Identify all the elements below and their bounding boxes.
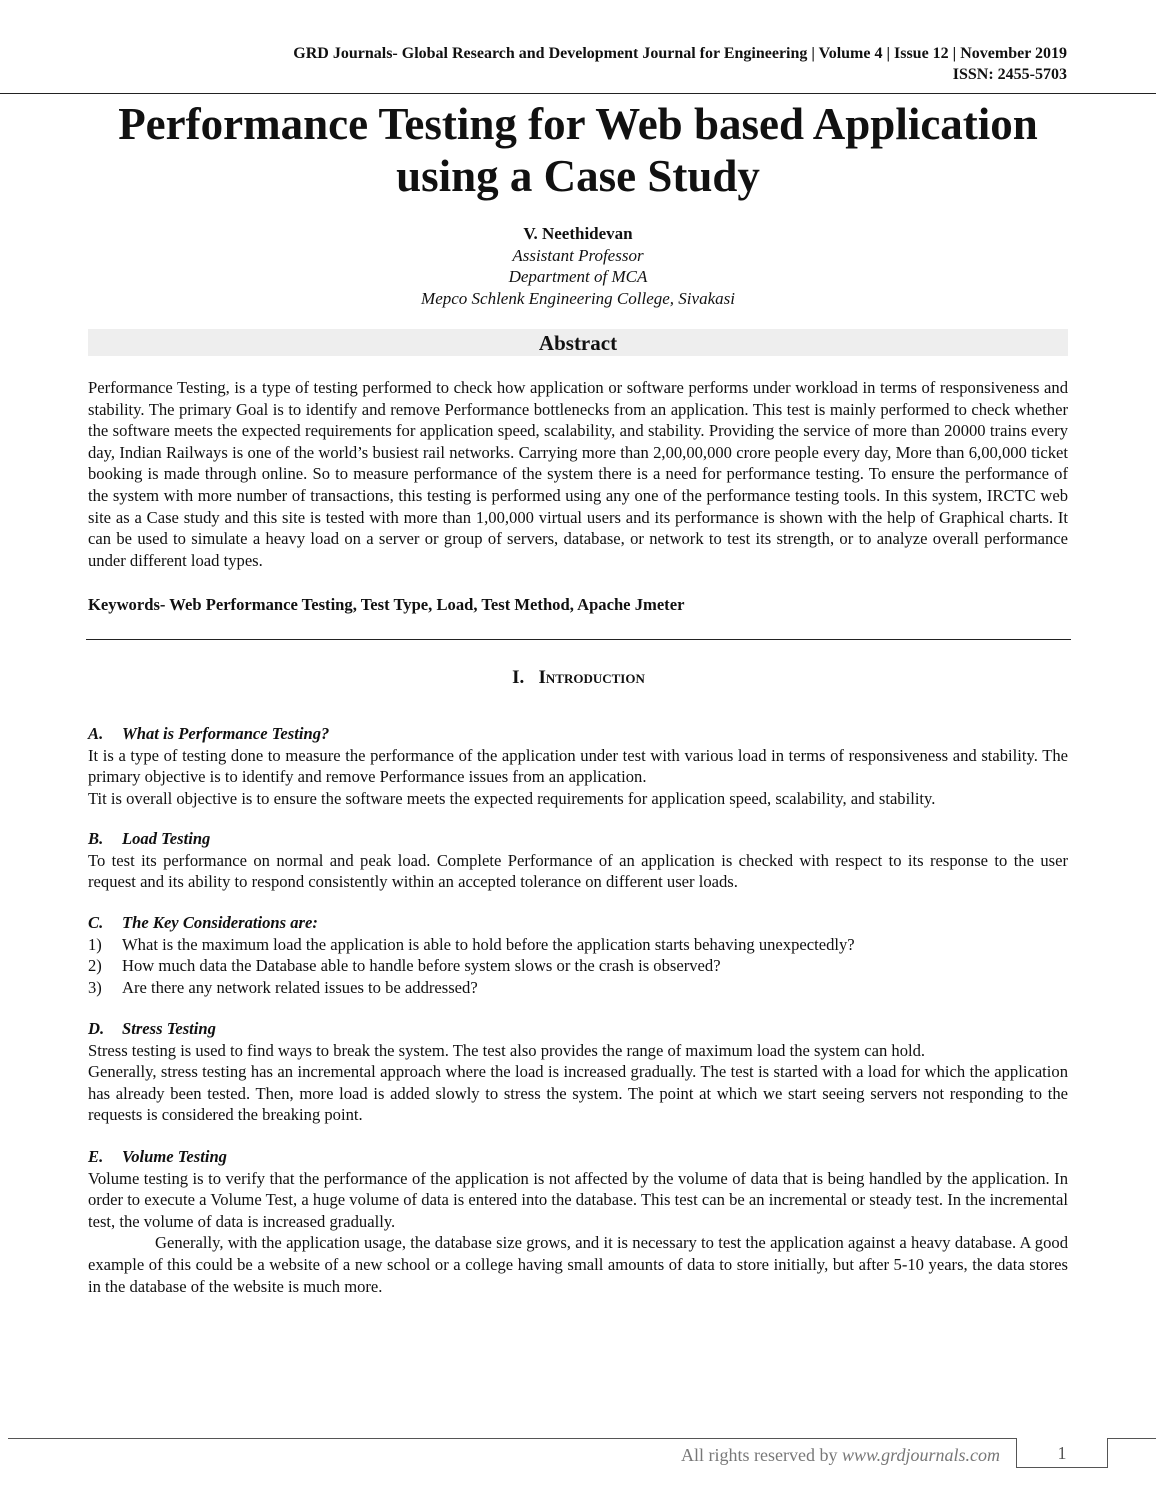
subsection-title	[88, 828, 1068, 850]
abstract-text: Performance Testing, is a type of testing performed to check how application or software performs under workload in terms of responsiveness and stability. The primary Goal is to identify and remove Performance bottlenecks from an application. This test is mainly performed to check whether the software meets the expected requirements for application speed, scalability, and stability. Providing the service of more than 20000 trains every day, Indian Railways is one of the world’s busiest rail networks. Carrying more than 2,00,00,000 crore people every day, More than 6,00,000 ticket booking is made through online. So to measure performance of the system there is a need for performance testing. To ensure the performance of the system with more number of transactions, this testing is performed using any one of the performance testing tools. In this system, IRCTC web site as a Case study and this site is tested with more than 1,00,000 virtual users and its performance is shown with the help of Graphical charts. It can be used to simulate a heavy load on a server or group of servers, database, or network to test its strength, or to analyze overall performance under different load types.	[88, 378, 1068, 570]
paragraph: Generally, stress testing has an incremental approach where the load is increased gradually. The test is started with a load for which the application has already been tested. Then, more load is added slowly to stress the system. The point at which we start seeing servers not responding to the requests is considered the breaking point.	[88, 1062, 1068, 1125]
subsection-b	[88, 828, 1068, 893]
author-institution: Mepco Schlenk Engineering College, Sivakasi	[421, 288, 735, 308]
journal-line: GRD Journals- Global Research and Development Journal for Engineering | Volume 4 | Issue 12 | November 2019	[293, 45, 1067, 62]
page-number: 1	[1016, 1438, 1108, 1468]
section-title: Introduction	[538, 667, 645, 688]
considerations-list	[88, 934, 1068, 999]
journal-header	[67, 43, 1067, 85]
section-divider	[86, 639, 1071, 640]
subsection-label: C.	[88, 913, 104, 932]
subsection-label: A.	[88, 724, 104, 743]
section-heading	[86, 665, 1071, 691]
subsection-a	[88, 723, 1068, 809]
paragraph: To test its performance on normal and peak load. Complete Performance of an application is checked with respect to its response to the user request and its ability to respond consistently within an accepted tolerance on different user loads.	[88, 850, 1068, 892]
issn: ISSN: 2455-5703	[952, 66, 1067, 83]
paragraph: Tit is overall objective is to ensure the software meets the expected requirements for application speed, scalability, and stability.	[88, 788, 936, 808]
paragraph: Stress testing is used to find ways to break the system. The test also provides the range of maximum load the system can hold.	[88, 1040, 926, 1060]
footer-divider-tail	[1108, 1438, 1156, 1439]
header-divider	[0, 93, 1156, 94]
list-text: Are there any network related issues to be addressed?	[122, 977, 478, 997]
subsection-c	[88, 912, 1068, 998]
subsection-heading-text: Stress Testing	[122, 1019, 216, 1038]
subsection-title	[88, 1146, 1068, 1168]
title-line-1: Performance Testing for Web based Application	[118, 99, 1038, 149]
subsection-title	[88, 723, 1068, 745]
footer-divider	[8, 1438, 1016, 1439]
list-text: What is the maximum load the application is able to hold before the application starts behaving unexpectedly?	[122, 934, 855, 954]
paper-title	[60, 98, 1096, 202]
list-item	[88, 977, 1068, 999]
site-link[interactable]: www.grdjournals.com	[841, 1445, 1000, 1465]
subsection-title	[88, 912, 1068, 934]
footer-rights	[560, 1443, 1000, 1467]
subsection-label: B.	[88, 829, 104, 848]
section-number: I.	[512, 667, 525, 688]
list-number: 1)	[88, 934, 102, 954]
paragraph: It is a type of testing done to measure the performance of the application under test with various load in terms of responsiveness and stability. The primary objective is to identify and remove Performance issues from an application.	[88, 745, 1068, 787]
author-department: Department of MCA	[508, 267, 648, 286]
list-number: 3)	[88, 977, 102, 997]
title-line-2: using a Case Study	[396, 151, 760, 201]
subsection-heading-text: The Key Considerations are:	[122, 913, 318, 932]
subsection-d	[88, 1018, 1068, 1126]
subsection-label: E.	[88, 1147, 104, 1166]
author-position: Assistant Professor	[512, 245, 644, 265]
list-text: How much data the Database able to handle before system slows or the crash is observed?	[122, 956, 721, 976]
subsection-title	[88, 1018, 1068, 1040]
author-name: V. Neethidevan	[523, 224, 633, 243]
paragraph: Volume testing is to verify that the performance of the application is not affected by the volume of data that is being handled by the application. In order to execute a Volume Test, a huge volume of data is entered into the database. This test can be an incremental or steady test. In the incremental test, the volume of data is increased gradually.	[88, 1168, 1068, 1231]
subsection-heading-text: Load Testing	[122, 829, 211, 848]
subsection-heading-text: What is Performance Testing?	[122, 724, 330, 743]
list-item	[88, 934, 1068, 956]
author-block	[180, 223, 976, 309]
paragraph: Generally, with the application usage, the database size grows, and it is necessary to test the application against a heavy database. A good example of this could be a website of a new school or a college having small amounts of data to store initially, but after 5-10 years, the data stores in the database of the website is much more.	[88, 1233, 1068, 1296]
abstract-heading: Abstract	[88, 329, 1068, 356]
list-number: 2)	[88, 956, 102, 976]
rights-text: All rights reserved by	[681, 1445, 842, 1465]
subsection-e	[88, 1146, 1068, 1297]
subsection-heading-text: Volume Testing	[122, 1147, 227, 1166]
list-item	[88, 955, 1068, 977]
subsection-label: D.	[88, 1019, 105, 1038]
keywords: Keywords- Web Performance Testing, Test Type, Load, Test Method, Apache Jmeter	[88, 595, 685, 614]
